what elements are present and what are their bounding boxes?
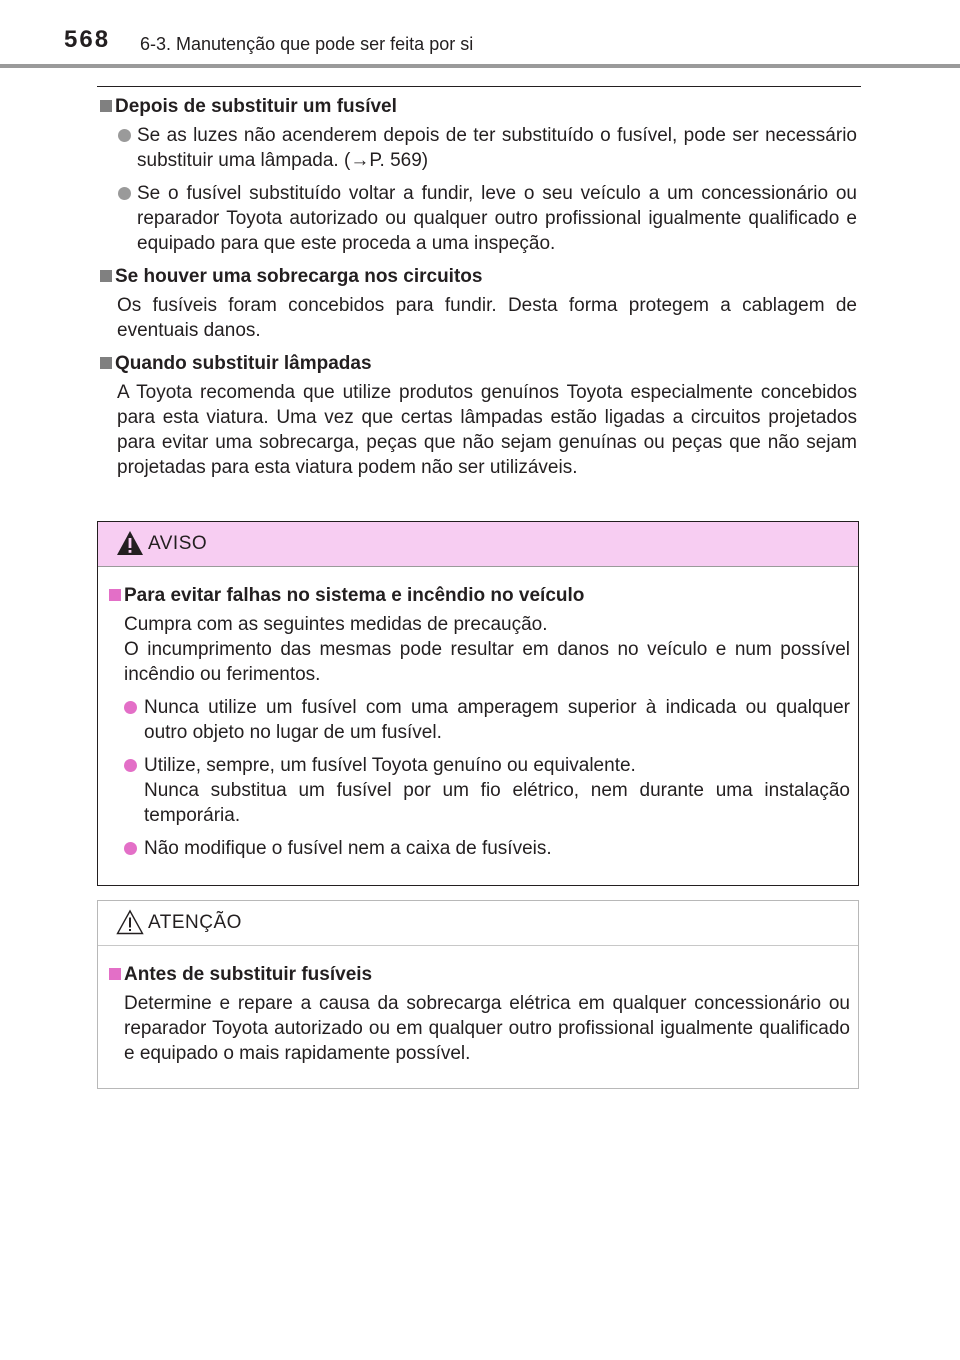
caution-heading-text: Antes de substituir fusíveis — [124, 964, 373, 985]
warning-intro-line: O incumprimento das mesmas pode resultar em danos no veículo e num possível incêndio ou ferimentos. — [124, 639, 850, 685]
header-rule — [0, 64, 960, 68]
list-item-extra: Nunca substitua um fusível por um fio elétrico, nem durante uma instalação temporária. — [144, 780, 850, 826]
section-heading — [97, 264, 857, 289]
warning-intro-line: Cumpra com as seguintes medidas de precaução. — [124, 614, 548, 635]
warning-triangle-icon — [116, 530, 144, 556]
list-item — [97, 123, 857, 173]
caution-paragraph: Determine e repare a causa da sobrecarga elétrica em qualquer concessionário ou reparador Toyota autorizado ou em qualquer outro profissional igualmente qualificado e equipado o mais rapidamente possível. — [124, 993, 850, 1064]
section-heading — [97, 351, 857, 376]
section-heading-text: Quando substituir lâmpadas — [115, 353, 372, 374]
section-heading-text: Se houver uma sobrecarga nos circuitos — [115, 266, 483, 287]
list-item-text: Se o fusível substituído voltar a fundir, leve o seu veículo a um concessionário ou reparador Toyota autorizado ou qualquer outro profissional igualmente qualificado e equipado para que este proceda a uma inspeção. — [137, 183, 857, 254]
warning-intro — [106, 612, 850, 687]
square-bullet-icon — [109, 968, 121, 980]
section-paragraph: A Toyota recomenda que utilize produtos genuínos Toyota especialmente concebidos para esta viatura. Uma vez que certas lâmpadas estão ligadas a circuitos projetados para evitar uma sobrecarga, peças que não sejam genuínas ou peças que não sejam projetadas para esta viatura podem não ser utilizáveis. — [117, 382, 857, 478]
caution-box-header — [98, 901, 858, 946]
page-number: 568 — [64, 26, 111, 53]
warning-box-body — [98, 567, 858, 861]
round-bullet-icon — [124, 701, 137, 714]
top-rule — [97, 86, 861, 87]
round-bullet-icon — [118, 129, 131, 142]
round-bullet-icon — [118, 187, 131, 200]
caution-box-body — [98, 946, 858, 1066]
warning-box-header — [98, 522, 858, 567]
list-item-text: Nunca utilize um fusível com uma amperagem superior à indicada ou qualquer outro objeto no lugar de um fusível. — [144, 697, 850, 743]
round-bullet-icon — [124, 759, 137, 772]
list-item-text: Se as luzes não acenderem depois de ter substituído o fusível, pode ser necessário substituir uma lâmpada. (→P. 569) — [137, 125, 857, 171]
section-heading — [97, 94, 857, 119]
square-bullet-icon — [100, 270, 112, 282]
list-item — [106, 836, 850, 861]
list-item — [106, 695, 850, 745]
round-bullet-icon — [124, 842, 137, 855]
section-title: 6-3. Manutenção que pode ser feita por si — [140, 34, 474, 54]
caution-triangle-icon — [116, 909, 144, 935]
warning-box — [97, 521, 859, 886]
warning-heading-text: Para evitar falhas no sistema e incêndio no veículo — [124, 585, 585, 606]
square-bullet-icon — [109, 589, 121, 601]
section-heading-text: Depois de substituir um fusível — [115, 96, 397, 117]
warning-heading — [106, 583, 850, 608]
list-item — [97, 181, 857, 256]
list-item — [106, 753, 850, 828]
section-paragraph: Os fusíveis foram concebidos para fundir. Desta forma protegem a cablagem de eventuais danos. — [117, 295, 857, 341]
main-content — [97, 94, 857, 488]
square-bullet-icon — [100, 357, 112, 369]
warning-label: AVISO — [148, 533, 208, 554]
caution-box — [97, 900, 859, 1089]
square-bullet-icon — [100, 100, 112, 112]
list-item-text: Utilize, sempre, um fusível Toyota genuíno ou equivalente. — [144, 755, 636, 776]
caution-heading — [106, 962, 850, 987]
caution-label: ATENÇÃO — [148, 912, 242, 933]
list-item-text: Não modifique o fusível nem a caixa de fusíveis. — [144, 838, 552, 859]
